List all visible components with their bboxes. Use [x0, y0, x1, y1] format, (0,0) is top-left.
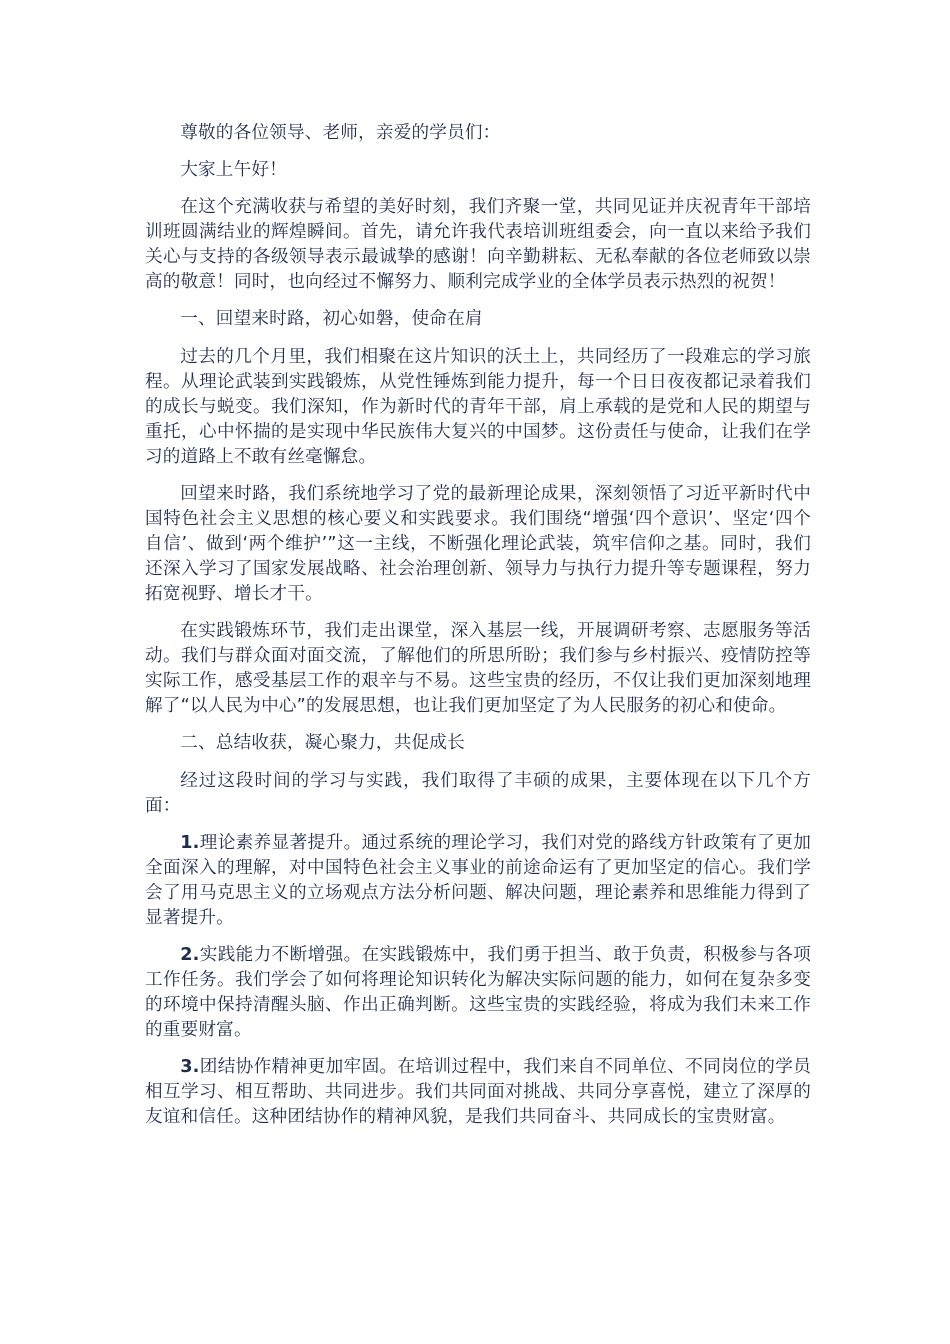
greeting: 尊敬的各位领导、老师，亲爱的学员们： [180, 123, 501, 143]
list-item-1-text: 理论素养显著提升。通过系统的理论学习，我们对党的路线方针政策有了更加全面深入的理解，对中国特色社会主义事业的前途命运有了更加坚定的信心。我们学会了用马克思主义的立场观点方法分析问题、解决问题，理论素养和思维能力得到了显著提升。 [145, 833, 811, 928]
section-2-intro: 经过这段时间的学习与实践，我们取得了丰硕的成果，主要体现在以下几个方面： [145, 771, 811, 816]
speech-body [145, 121, 811, 1142]
list-item-2-number: 2. [180, 945, 200, 965]
list-item-2-text: 实践能力不断增强。在实践锻炼中，我们勇于担当、敢于负责，积极参与各项工作任务。我们学会了如何将理论知识转化为解决实际问题的能力，如何在复杂多变的环境中保持清醒头脑、作出正确判断。这些宝贵的实践经验，将成为我们未来工作的重要财富。 [145, 945, 811, 1040]
section-1-paragraph-3: 在实践锻炼环节，我们走出课堂，深入基层一线，开展调研考察、志愿服务等活动。我们与群众面对面交流，了解他们的所思所盼；我们参与乡村振兴、疫情防控等实际工作，感受基层工作的艰辛与不易。这些宝贵的经历，不仅让我们更加深刻地理解了“以人民为中心”的发展思想，也让我们更加坚定了为人民服务的初心和使命。 [145, 621, 811, 716]
list-item-2 [145, 943, 811, 1043]
list-item-3-number: 3. [180, 1057, 200, 1077]
section-2-title: 二、总结收获，凝心聚力，共促成长 [180, 733, 465, 753]
list-item-1 [145, 831, 811, 931]
list-item-1-number: 1. [180, 833, 200, 853]
list-item-3 [145, 1055, 811, 1130]
section-1-paragraph-2: 回望来时路，我们系统地学习了党的最新理论成果，深刻领悟了习近平新时代中国特色社会主义思想的核心要义和实践要求。我们围绕“增强‘四个意识’、坚定‘四个自信’、做到‘两个维护’”这一主线，不断强化理论武装，筑牢信仰之基。同时，我们还深入学习了国家发展战略、社会治理创新、领导力与执行力提升等专题课程，努力拓宽视野、增长才干。 [145, 484, 811, 604]
section-1-paragraph-1: 过去的几个月里，我们相聚在这片知识的沃土上，共同经历了一段难忘的学习旅程。从理论武装到实践锻炼，从党性锤炼到能力提升，每一个日日夜夜都记录着我们的成长与蜕变。我们深知，作为新时代的青年干部，肩上承载的是党和人民的期望与重托，心中怀揣的是实现中华民族伟大复兴的中国梦。这份责任与使命，让我们在学习的道路上不敢有丝毫懈怠。 [145, 347, 811, 467]
section-1-title: 一、回望来时路，初心如磐，使命在肩 [180, 309, 483, 329]
intro-paragraph: 在这个充满收获与希望的美好时刻，我们齐聚一堂，共同见证并庆祝青年干部培训班圆满结业的辉煌瞬间。首先，请允许我代表培训班组委会，向一直以来给予我们关心与支持的各级领导表示最诚挚的感谢！向辛勤耕耘、无私奉献的各位老师致以崇高的敬意！同时，也向经过不懈努力、顺利完成学业的全体学员表示热烈的祝贺！ [145, 197, 811, 292]
salutation: 大家上午好！ [180, 160, 287, 180]
list-item-3-text: 团结协作精神更加牢固。在培训过程中，我们来自不同单位、不同岗位的学员相互学习、相互帮助、共同进步。我们共同面对挑战、共同分享喜悦，建立了深厚的友谊和信任。这种团结协作的精神风貌，是我们共同奋斗、共同成长的宝贵财富。 [145, 1057, 811, 1127]
